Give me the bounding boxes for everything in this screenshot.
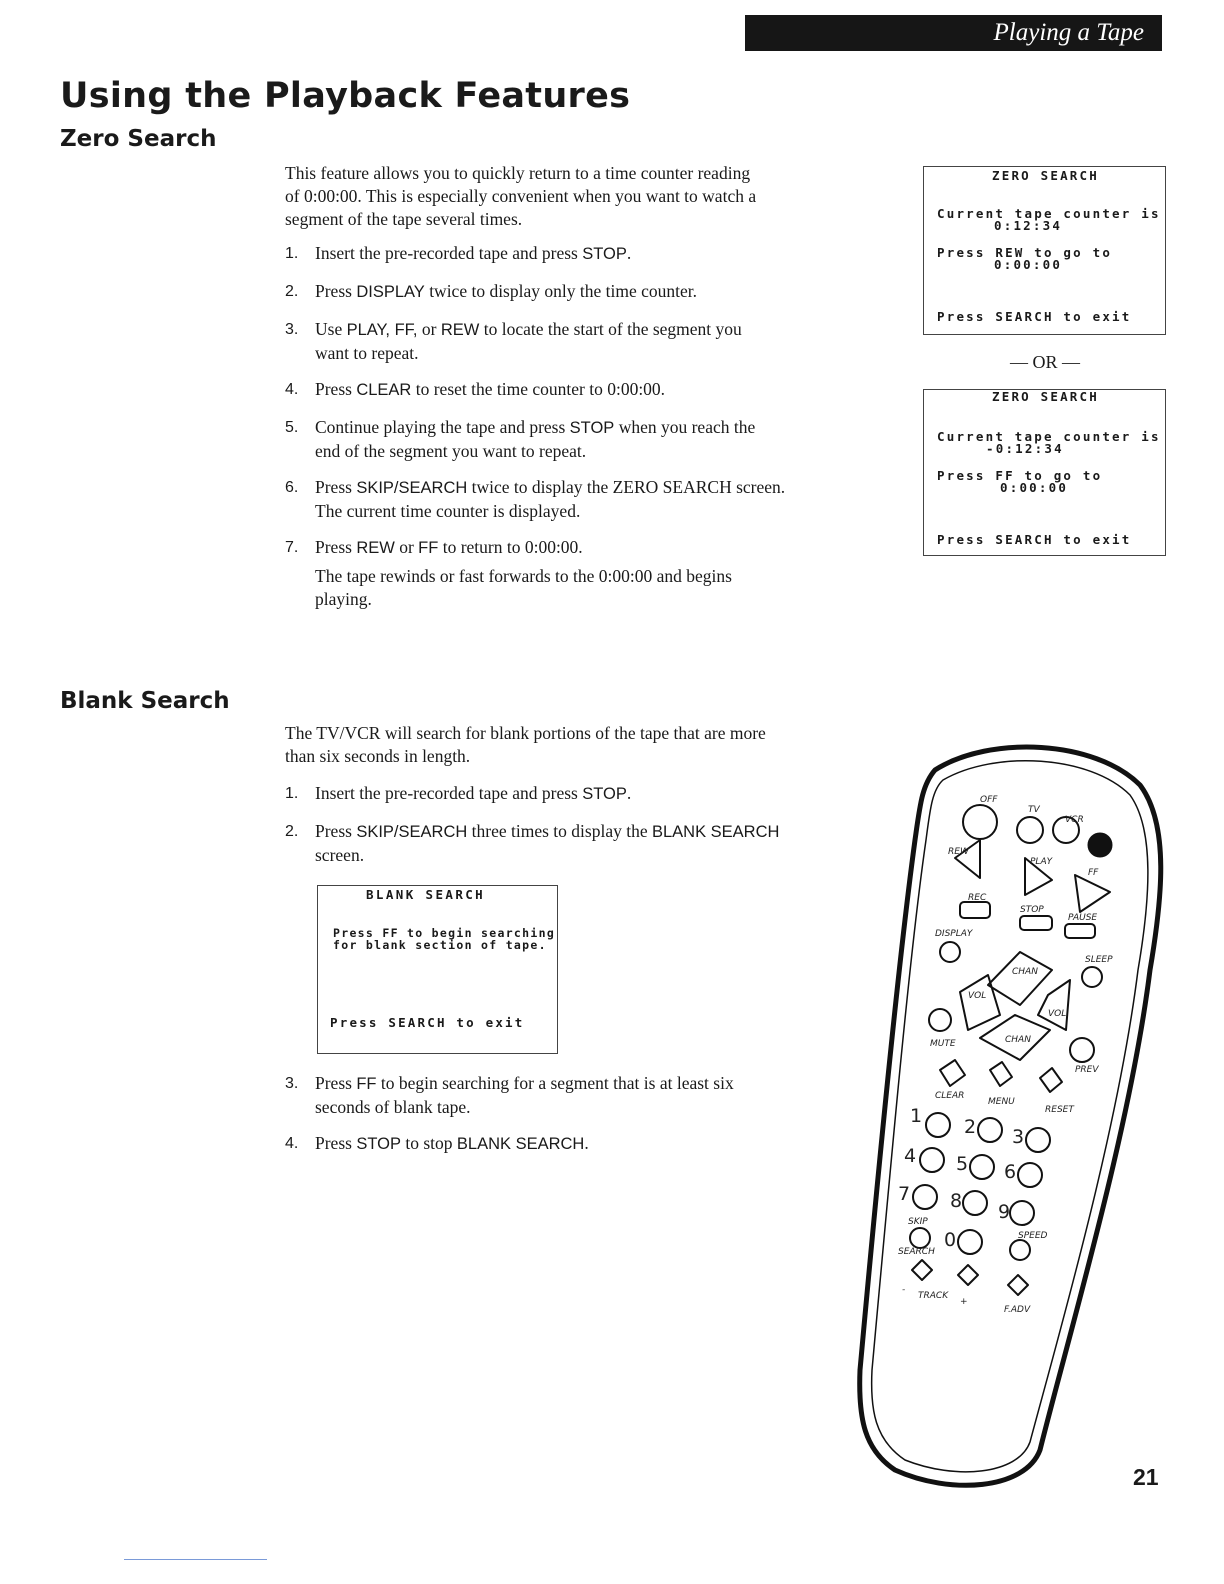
screen-line: for blank section of tape. — [333, 938, 547, 952]
remote-label: VOL — [968, 991, 987, 1001]
vol-up-button — [1038, 980, 1070, 1030]
step-number: 1. — [285, 785, 299, 802]
remote-number: 2 — [964, 1116, 977, 1138]
number-button — [1010, 1201, 1034, 1225]
remote-label: + — [960, 1297, 968, 1307]
remote-label: PAUSE — [1068, 913, 1098, 923]
remote-label: SKIP — [908, 1217, 928, 1227]
step-number: 4. — [285, 1135, 299, 1152]
screen-line: Press FF to begin searching — [333, 926, 556, 940]
zero-search-screen-rew — [923, 166, 1166, 335]
screen-line: Press REW to go to — [937, 245, 1113, 260]
step-text: Press CLEAR to reset the time counter to 0:00:00. — [315, 379, 666, 399]
screen-title: ZERO SEARCH — [992, 389, 1099, 404]
remote-number: 7 — [898, 1183, 911, 1205]
remote-label: CLEAR — [935, 1091, 965, 1101]
step-number: 3. — [285, 1075, 299, 1092]
screen-exit: Press SEARCH to exit — [937, 309, 1132, 324]
ff-button — [1075, 875, 1110, 912]
step-number: 3. — [285, 321, 299, 338]
number-button — [958, 1230, 982, 1254]
number-button — [970, 1155, 994, 1179]
step-item — [285, 1132, 845, 1155]
note-line: playing. — [315, 589, 372, 609]
blank-search-screen — [317, 885, 558, 1054]
step-item — [285, 318, 845, 364]
page-number: 21 — [1133, 1464, 1159, 1490]
number-button — [920, 1148, 944, 1172]
menu-button — [990, 1062, 1012, 1086]
step-item — [285, 820, 845, 866]
remote-number: 5 — [956, 1153, 969, 1175]
remote-number: 3 — [1012, 1126, 1025, 1148]
reset-button — [1040, 1068, 1062, 1092]
screen-counter: -0:12:34 — [986, 441, 1064, 456]
remote-number: 1 — [910, 1105, 923, 1127]
skip-search-button — [910, 1228, 930, 1248]
zero-search-note — [315, 565, 835, 611]
mute-button — [929, 1009, 951, 1031]
blank-search-heading: Blank Search — [60, 688, 230, 714]
remote-label: - — [902, 1285, 906, 1295]
screen-exit: Press SEARCH to exit — [937, 532, 1132, 547]
step-item — [285, 378, 845, 401]
prev-button — [1070, 1038, 1094, 1062]
zero-search-heading: Zero Search — [60, 126, 217, 152]
section-header-bar — [745, 15, 1162, 51]
screen-title: BLANK SEARCH — [366, 887, 486, 902]
remote-label: SLEEP — [1085, 955, 1113, 965]
remote-label: OFF — [980, 795, 998, 805]
speed-button — [1010, 1240, 1030, 1260]
number-button — [978, 1118, 1002, 1142]
step-number: 7. — [285, 539, 299, 556]
step-item — [285, 280, 845, 303]
intro-line: segment of the tape several times. — [285, 209, 523, 229]
remote-label: REC — [968, 893, 987, 903]
pause-button — [1065, 924, 1095, 938]
display-button — [940, 942, 960, 962]
step-text: Press FF to begin searching for a segment that is at least six seconds of blank tape. — [315, 1073, 734, 1117]
remote-label: TV — [1028, 805, 1040, 815]
remote-label: DISPLAY — [935, 929, 973, 939]
section-title: Playing a Tape — [993, 19, 1144, 46]
remote-label: STOP — [1020, 905, 1044, 915]
step-number: 4. — [285, 381, 299, 398]
remote-number: 4 — [904, 1145, 917, 1167]
step-text: Insert the pre-recorded tape and press STOP. — [315, 243, 632, 263]
step-number: 5. — [285, 419, 299, 436]
step-text: Press STOP to stop BLANK SEARCH. — [315, 1133, 589, 1153]
intro-line: than six seconds in length. — [285, 746, 471, 766]
sleep-button — [1082, 967, 1102, 987]
number-button — [913, 1185, 937, 1209]
step-number: 1. — [285, 245, 299, 262]
blank-search-intro — [285, 722, 837, 768]
fadv-button — [1008, 1275, 1028, 1295]
remote-label: SPEED — [1018, 1231, 1048, 1241]
step-text: Continue playing the tape and press STOP when you reach the end of the segment you want to repeat. — [315, 417, 756, 461]
step-item — [285, 536, 845, 559]
remote-label: F.ADV — [1004, 1305, 1031, 1315]
screen-exit: Press SEARCH to exit — [330, 1015, 525, 1030]
footer-rule — [124, 1559, 267, 1560]
step-text: Press SKIP/SEARCH three times to display the BLANK SEARCH screen. — [315, 821, 780, 865]
remote-label: TRACK — [918, 1291, 949, 1301]
screen-title: ZERO SEARCH — [992, 168, 1099, 183]
step-text: Press SKIP/SEARCH twice to display the ZERO SEARCH screen. The current time counter is displayed. — [315, 477, 786, 521]
remote-number: 8 — [950, 1190, 963, 1212]
step-item — [285, 416, 845, 462]
remote-label: SEARCH — [898, 1247, 935, 1257]
intro-line: This feature allows you to quickly return to a time counter reading — [285, 163, 751, 183]
remote-label: MUTE — [930, 1039, 956, 1049]
step-item — [285, 476, 845, 522]
clear-button — [940, 1060, 965, 1086]
intro-line: The TV/VCR will search for blank portions of the tape that are more — [285, 723, 766, 743]
zero-search-intro — [285, 162, 837, 231]
remote-label: VOL — [1048, 1009, 1067, 1019]
step-item — [285, 782, 845, 805]
remote-label: PREV — [1075, 1065, 1099, 1075]
remote-label: CHAN — [1005, 1035, 1031, 1045]
screen-target: 0:00:00 — [994, 257, 1063, 272]
step-number: 6. — [285, 479, 299, 496]
screen-target: 0:00:00 — [1000, 480, 1069, 495]
step-text: Use PLAY, FF, or REW to locate the start of the segment you want to repeat. — [315, 319, 742, 363]
or-separator: — OR — — [1009, 352, 1080, 372]
track-plus-button — [958, 1265, 978, 1285]
off-button — [963, 805, 997, 839]
info-button — [1088, 833, 1112, 857]
remote-control-illustration — [840, 730, 1170, 1500]
note-line: The tape rewinds or fast forwards to the 0:00:00 and begins — [315, 566, 732, 586]
chan-up-button — [988, 952, 1052, 1005]
rec-button — [960, 902, 990, 918]
tv-button — [1017, 817, 1043, 843]
step-number: 2. — [285, 283, 299, 300]
step-text: Insert the pre-recorded tape and press STOP. — [315, 783, 632, 803]
screen-line: Current tape counter is — [937, 206, 1161, 221]
remote-label: PLAY — [1030, 857, 1053, 867]
page-title: Using the Playback Features — [60, 76, 631, 116]
step-text: Press DISPLAY twice to display only the time counter. — [315, 281, 697, 301]
stop-button — [1020, 916, 1052, 930]
remote-label: RESET — [1045, 1105, 1074, 1115]
remote-label: MENU — [988, 1097, 1015, 1107]
screen-line: Press FF to go to — [937, 468, 1103, 483]
rew-button — [955, 840, 980, 878]
step-text: Press REW or FF to return to 0:00:00. — [315, 537, 583, 557]
number-button — [1018, 1163, 1042, 1187]
screen-line: Current tape counter is — [937, 429, 1161, 444]
remote-body-outline — [860, 747, 1161, 1485]
remote-label: CHAN — [1012, 967, 1038, 977]
number-button — [963, 1191, 987, 1215]
step-number: 2. — [285, 823, 299, 840]
vol-down-button — [960, 975, 1000, 1030]
number-button — [926, 1113, 950, 1137]
step-item — [285, 1072, 845, 1118]
remote-number: 6 — [1004, 1161, 1017, 1183]
zero-search-screen-ff — [923, 389, 1166, 556]
track-minus-button — [912, 1260, 932, 1280]
remote-number: 0 — [944, 1229, 957, 1251]
step-item — [285, 242, 845, 265]
remote-label: REW — [948, 847, 969, 857]
remote-label: VCR — [1065, 815, 1084, 825]
number-button — [1026, 1128, 1050, 1152]
remote-label: FF — [1088, 868, 1099, 878]
intro-line: of 0:00:00. This is especially convenient when you want to watch a — [285, 186, 757, 206]
remote-number: 9 — [998, 1201, 1011, 1223]
screen-counter: 0:12:34 — [994, 218, 1063, 233]
